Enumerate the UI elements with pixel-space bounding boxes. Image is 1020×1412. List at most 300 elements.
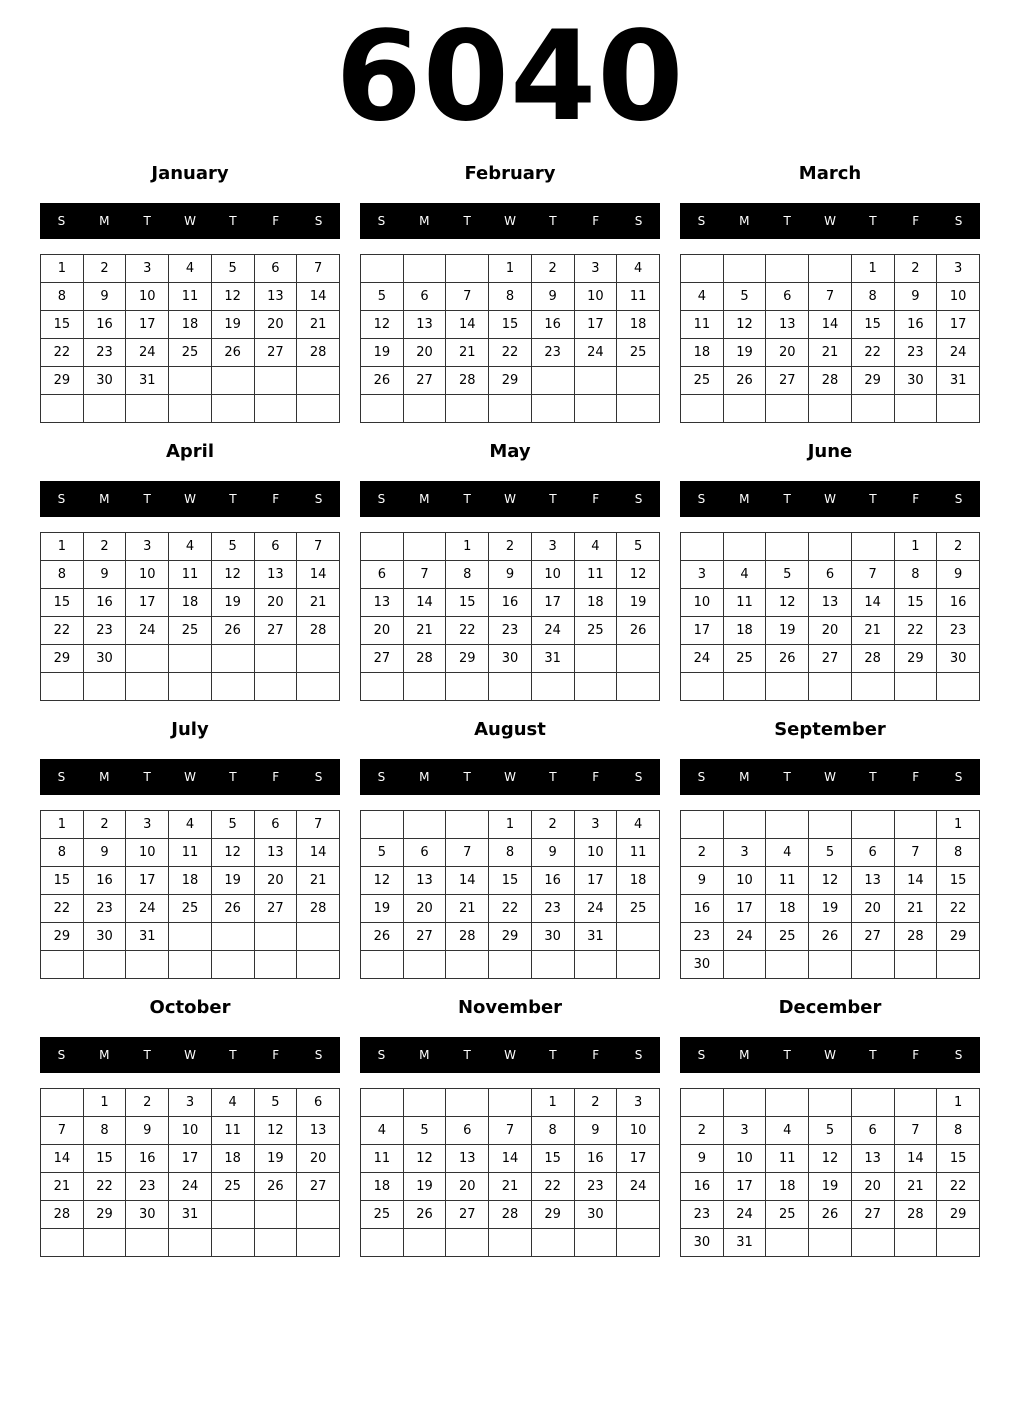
day-cell bbox=[723, 1089, 766, 1117]
day-cell: 21 bbox=[489, 1173, 532, 1201]
day-cell: 22 bbox=[937, 895, 980, 923]
day-cell bbox=[169, 1229, 212, 1257]
day-cell: 8 bbox=[894, 561, 937, 589]
day-cell: 21 bbox=[446, 895, 489, 923]
week-row bbox=[681, 923, 980, 951]
day-cell: 28 bbox=[297, 339, 340, 367]
weekday-label: F bbox=[272, 492, 280, 506]
day-cell: 6 bbox=[254, 255, 297, 283]
day-cell: 21 bbox=[851, 617, 894, 645]
day-cell: 12 bbox=[361, 867, 404, 895]
weekday-header bbox=[360, 759, 660, 795]
day-cell: 29 bbox=[41, 923, 84, 951]
weekday-label: M bbox=[419, 214, 430, 228]
week-row bbox=[681, 617, 980, 645]
day-cell: 7 bbox=[297, 811, 340, 839]
day-cell: 12 bbox=[254, 1117, 297, 1145]
day-cell: 30 bbox=[83, 645, 126, 673]
week-row bbox=[41, 283, 340, 311]
month-name: November bbox=[457, 997, 563, 1018]
day-cell: 23 bbox=[126, 1173, 169, 1201]
day-cell: 4 bbox=[169, 255, 212, 283]
day-cell: 19 bbox=[809, 1173, 852, 1201]
day-cell: 5 bbox=[617, 533, 660, 561]
day-cell: 3 bbox=[574, 255, 617, 283]
day-cell bbox=[894, 395, 937, 423]
week-row bbox=[41, 867, 340, 895]
day-cell bbox=[41, 951, 84, 979]
day-cell bbox=[766, 533, 809, 561]
week-row bbox=[361, 1201, 660, 1229]
day-cell: 25 bbox=[169, 339, 212, 367]
week-row bbox=[41, 673, 340, 701]
weekday-label: M bbox=[99, 492, 110, 506]
day-cell: 19 bbox=[617, 589, 660, 617]
day-cell: 13 bbox=[403, 311, 446, 339]
day-grid bbox=[40, 532, 340, 701]
week-row bbox=[681, 1173, 980, 1201]
day-cell: 6 bbox=[254, 533, 297, 561]
day-cell: 4 bbox=[574, 533, 617, 561]
day-cell: 16 bbox=[681, 895, 724, 923]
weekday-label: W bbox=[504, 1048, 516, 1062]
day-cell: 9 bbox=[937, 561, 980, 589]
weekday-label: T bbox=[229, 1048, 237, 1062]
day-cell: 11 bbox=[169, 283, 212, 311]
day-cell: 5 bbox=[403, 1117, 446, 1145]
weekday-label: S bbox=[697, 770, 706, 784]
weekday-label: W bbox=[184, 1048, 196, 1062]
day-cell: 7 bbox=[489, 1117, 532, 1145]
week-row bbox=[681, 1117, 980, 1145]
day-cell: 30 bbox=[681, 1229, 724, 1257]
day-grid bbox=[680, 532, 980, 701]
day-cell: 30 bbox=[489, 645, 532, 673]
day-cell: 25 bbox=[723, 645, 766, 673]
day-cell bbox=[617, 673, 660, 701]
weekday-label: S bbox=[697, 1048, 706, 1062]
day-cell: 2 bbox=[574, 1089, 617, 1117]
day-cell: 10 bbox=[723, 867, 766, 895]
weekday-label: F bbox=[592, 770, 600, 784]
day-cell: 23 bbox=[83, 339, 126, 367]
day-cell: 25 bbox=[169, 895, 212, 923]
weekday-label: T bbox=[549, 770, 557, 784]
day-cell: 25 bbox=[681, 367, 724, 395]
day-cell: 20 bbox=[361, 617, 404, 645]
month-name: July bbox=[171, 719, 209, 740]
day-cell: 4 bbox=[766, 839, 809, 867]
day-cell: 12 bbox=[211, 839, 254, 867]
day-cell: 12 bbox=[403, 1145, 446, 1173]
week-row bbox=[41, 561, 340, 589]
day-cell: 28 bbox=[446, 923, 489, 951]
weekday-label: T bbox=[783, 492, 791, 506]
day-cell: 29 bbox=[937, 923, 980, 951]
day-cell bbox=[297, 1229, 340, 1257]
day-cell: 19 bbox=[809, 895, 852, 923]
weekday-label: T bbox=[549, 492, 557, 506]
day-cell: 8 bbox=[937, 839, 980, 867]
weekday-label: W bbox=[824, 770, 836, 784]
day-cell: 9 bbox=[83, 561, 126, 589]
day-cell: 6 bbox=[446, 1117, 489, 1145]
day-cell: 6 bbox=[297, 1089, 340, 1117]
day-cell bbox=[211, 1201, 254, 1229]
day-cell: 11 bbox=[681, 311, 724, 339]
day-cell: 10 bbox=[169, 1117, 212, 1145]
day-cell bbox=[446, 1089, 489, 1117]
day-grid bbox=[40, 254, 340, 423]
day-cell bbox=[254, 923, 297, 951]
week-row bbox=[41, 1201, 340, 1229]
day-cell: 22 bbox=[489, 895, 532, 923]
day-cell bbox=[126, 951, 169, 979]
day-cell: 3 bbox=[126, 255, 169, 283]
day-cell: 22 bbox=[489, 339, 532, 367]
week-row bbox=[681, 839, 980, 867]
weekday-label: W bbox=[504, 770, 516, 784]
day-grid bbox=[40, 1088, 340, 1257]
day-cell bbox=[361, 811, 404, 839]
week-row bbox=[681, 255, 980, 283]
day-cell: 23 bbox=[83, 617, 126, 645]
day-cell bbox=[681, 673, 724, 701]
day-cell: 23 bbox=[531, 895, 574, 923]
day-cell: 2 bbox=[126, 1089, 169, 1117]
day-cell: 12 bbox=[617, 561, 660, 589]
day-cell: 16 bbox=[531, 867, 574, 895]
day-cell: 22 bbox=[41, 617, 84, 645]
day-cell: 1 bbox=[83, 1089, 126, 1117]
day-cell: 6 bbox=[766, 283, 809, 311]
day-cell bbox=[531, 1229, 574, 1257]
day-cell: 18 bbox=[211, 1145, 254, 1173]
week-row bbox=[681, 867, 980, 895]
weekday-label: S bbox=[954, 770, 963, 784]
week-row bbox=[41, 533, 340, 561]
day-cell bbox=[361, 395, 404, 423]
day-cell bbox=[361, 673, 404, 701]
week-row bbox=[41, 645, 340, 673]
month-name: October bbox=[149, 997, 231, 1018]
weekday-label: S bbox=[314, 1048, 323, 1062]
day-cell: 8 bbox=[41, 839, 84, 867]
day-cell: 7 bbox=[446, 283, 489, 311]
day-cell: 22 bbox=[83, 1173, 126, 1201]
day-cell bbox=[83, 1229, 126, 1257]
week-row bbox=[41, 1089, 340, 1117]
weekday-label: T bbox=[549, 214, 557, 228]
day-cell: 1 bbox=[531, 1089, 574, 1117]
day-cell: 3 bbox=[574, 811, 617, 839]
weekday-label: M bbox=[99, 214, 110, 228]
day-cell bbox=[617, 1201, 660, 1229]
weekday-label: F bbox=[272, 1048, 280, 1062]
day-cell bbox=[83, 951, 126, 979]
weekday-header bbox=[680, 759, 980, 795]
day-cell: 27 bbox=[254, 895, 297, 923]
weekday-label: F bbox=[272, 770, 280, 784]
day-cell: 1 bbox=[489, 255, 532, 283]
weekday-label: W bbox=[184, 214, 196, 228]
day-cell: 20 bbox=[851, 895, 894, 923]
day-cell: 20 bbox=[254, 311, 297, 339]
weekday-label: T bbox=[143, 214, 151, 228]
day-cell: 21 bbox=[403, 617, 446, 645]
day-cell: 17 bbox=[531, 589, 574, 617]
weekday-label: T bbox=[549, 1048, 557, 1062]
day-cell: 21 bbox=[894, 1173, 937, 1201]
week-row bbox=[681, 673, 980, 701]
day-cell bbox=[574, 645, 617, 673]
day-cell: 6 bbox=[403, 283, 446, 311]
weekday-header bbox=[40, 1037, 340, 1073]
day-cell bbox=[446, 951, 489, 979]
week-row bbox=[361, 867, 660, 895]
day-cell bbox=[574, 367, 617, 395]
day-cell: 26 bbox=[809, 923, 852, 951]
day-cell bbox=[297, 673, 340, 701]
day-cell: 24 bbox=[937, 339, 980, 367]
day-cell: 3 bbox=[617, 1089, 660, 1117]
week-row bbox=[41, 811, 340, 839]
day-cell: 4 bbox=[681, 283, 724, 311]
week-row bbox=[41, 923, 340, 951]
week-row bbox=[681, 895, 980, 923]
day-cell bbox=[809, 1229, 852, 1257]
day-cell bbox=[403, 811, 446, 839]
day-cell bbox=[297, 645, 340, 673]
week-row bbox=[681, 311, 980, 339]
day-cell: 12 bbox=[211, 561, 254, 589]
weekday-label: M bbox=[739, 214, 750, 228]
day-cell: 19 bbox=[211, 867, 254, 895]
day-grid bbox=[680, 254, 980, 423]
day-cell: 20 bbox=[851, 1173, 894, 1201]
day-cell bbox=[403, 533, 446, 561]
week-row bbox=[681, 283, 980, 311]
day-cell bbox=[489, 951, 532, 979]
day-cell bbox=[723, 673, 766, 701]
day-cell: 9 bbox=[531, 839, 574, 867]
day-cell: 8 bbox=[937, 1117, 980, 1145]
day-cell: 30 bbox=[126, 1201, 169, 1229]
day-cell: 8 bbox=[531, 1117, 574, 1145]
day-cell: 21 bbox=[809, 339, 852, 367]
day-cell: 4 bbox=[361, 1117, 404, 1145]
day-cell: 23 bbox=[937, 617, 980, 645]
day-cell bbox=[617, 395, 660, 423]
day-cell: 27 bbox=[297, 1173, 340, 1201]
day-cell: 29 bbox=[937, 1201, 980, 1229]
day-cell: 20 bbox=[254, 867, 297, 895]
day-cell: 22 bbox=[41, 895, 84, 923]
day-cell: 26 bbox=[211, 617, 254, 645]
week-row bbox=[361, 367, 660, 395]
week-row bbox=[41, 895, 340, 923]
day-cell bbox=[169, 367, 212, 395]
day-cell: 30 bbox=[574, 1201, 617, 1229]
weekday-label: T bbox=[783, 214, 791, 228]
day-cell: 9 bbox=[83, 839, 126, 867]
week-row bbox=[361, 923, 660, 951]
week-row bbox=[41, 255, 340, 283]
weekday-label: S bbox=[314, 214, 323, 228]
day-cell: 9 bbox=[574, 1117, 617, 1145]
day-cell: 7 bbox=[894, 839, 937, 867]
weekday-label: T bbox=[143, 1048, 151, 1062]
day-cell: 10 bbox=[574, 839, 617, 867]
month-name: April bbox=[165, 441, 215, 462]
weekday-label: S bbox=[57, 492, 66, 506]
day-cell bbox=[617, 1229, 660, 1257]
day-cell bbox=[723, 395, 766, 423]
day-cell: 9 bbox=[489, 561, 532, 589]
weekday-header bbox=[680, 203, 980, 239]
day-cell: 25 bbox=[211, 1173, 254, 1201]
day-cell: 17 bbox=[126, 589, 169, 617]
day-cell: 9 bbox=[681, 1145, 724, 1173]
day-cell: 28 bbox=[894, 1201, 937, 1229]
day-cell: 5 bbox=[211, 811, 254, 839]
day-cell bbox=[766, 395, 809, 423]
day-cell: 2 bbox=[681, 839, 724, 867]
day-cell: 21 bbox=[446, 339, 489, 367]
day-cell: 18 bbox=[169, 867, 212, 895]
weekday-label: S bbox=[634, 492, 643, 506]
day-cell: 3 bbox=[126, 811, 169, 839]
day-cell: 27 bbox=[254, 339, 297, 367]
week-row bbox=[361, 589, 660, 617]
day-cell bbox=[723, 533, 766, 561]
day-cell: 9 bbox=[531, 283, 574, 311]
day-cell: 5 bbox=[211, 255, 254, 283]
day-cell bbox=[297, 951, 340, 979]
day-cell bbox=[403, 1229, 446, 1257]
week-row bbox=[361, 1173, 660, 1201]
week-row bbox=[681, 1201, 980, 1229]
day-cell: 8 bbox=[489, 283, 532, 311]
day-cell bbox=[403, 951, 446, 979]
day-cell: 15 bbox=[531, 1145, 574, 1173]
week-row bbox=[361, 617, 660, 645]
day-cell: 12 bbox=[723, 311, 766, 339]
day-cell bbox=[531, 673, 574, 701]
weekday-label: W bbox=[184, 770, 196, 784]
day-cell: 11 bbox=[169, 561, 212, 589]
day-cell: 23 bbox=[489, 617, 532, 645]
day-cell: 1 bbox=[851, 255, 894, 283]
weekday-label: F bbox=[592, 492, 600, 506]
day-cell bbox=[894, 1229, 937, 1257]
day-cell: 15 bbox=[894, 589, 937, 617]
weekday-label: T bbox=[783, 770, 791, 784]
week-row bbox=[361, 811, 660, 839]
day-cell bbox=[681, 1089, 724, 1117]
day-cell: 14 bbox=[489, 1145, 532, 1173]
day-cell: 26 bbox=[361, 923, 404, 951]
day-cell: 17 bbox=[574, 311, 617, 339]
day-cell: 28 bbox=[894, 923, 937, 951]
weekday-label: S bbox=[314, 770, 323, 784]
day-cell: 12 bbox=[211, 283, 254, 311]
day-cell bbox=[254, 395, 297, 423]
day-cell bbox=[254, 645, 297, 673]
day-cell: 5 bbox=[809, 1117, 852, 1145]
day-cell: 25 bbox=[617, 895, 660, 923]
day-cell bbox=[361, 951, 404, 979]
weekday-label: M bbox=[99, 770, 110, 784]
day-cell: 23 bbox=[894, 339, 937, 367]
week-row bbox=[361, 1229, 660, 1257]
day-cell bbox=[254, 367, 297, 395]
day-cell: 7 bbox=[297, 533, 340, 561]
day-cell: 23 bbox=[531, 339, 574, 367]
day-cell: 19 bbox=[254, 1145, 297, 1173]
day-cell bbox=[489, 395, 532, 423]
week-row bbox=[681, 1089, 980, 1117]
day-cell bbox=[894, 673, 937, 701]
weekday-label: F bbox=[272, 214, 280, 228]
day-cell: 14 bbox=[403, 589, 446, 617]
day-cell: 25 bbox=[361, 1201, 404, 1229]
day-cell: 29 bbox=[531, 1201, 574, 1229]
day-cell bbox=[766, 255, 809, 283]
weekday-label: S bbox=[57, 1048, 66, 1062]
week-row bbox=[681, 367, 980, 395]
day-cell: 24 bbox=[617, 1173, 660, 1201]
day-cell: 29 bbox=[446, 645, 489, 673]
day-cell: 28 bbox=[297, 617, 340, 645]
weekday-label: F bbox=[592, 214, 600, 228]
day-cell bbox=[851, 673, 894, 701]
weekday-label: M bbox=[419, 770, 430, 784]
day-cell: 13 bbox=[254, 839, 297, 867]
day-cell: 8 bbox=[41, 561, 84, 589]
day-cell bbox=[361, 533, 404, 561]
day-cell: 31 bbox=[723, 1229, 766, 1257]
day-cell: 13 bbox=[766, 311, 809, 339]
day-cell: 21 bbox=[41, 1173, 84, 1201]
day-cell bbox=[681, 255, 724, 283]
day-cell bbox=[41, 1089, 84, 1117]
day-cell: 31 bbox=[531, 645, 574, 673]
day-cell: 17 bbox=[681, 617, 724, 645]
day-cell: 10 bbox=[126, 839, 169, 867]
day-cell: 2 bbox=[83, 533, 126, 561]
day-cell: 23 bbox=[574, 1173, 617, 1201]
day-cell: 18 bbox=[169, 311, 212, 339]
day-cell: 17 bbox=[723, 1173, 766, 1201]
weekday-label: S bbox=[634, 770, 643, 784]
day-cell bbox=[254, 1201, 297, 1229]
day-cell: 1 bbox=[937, 811, 980, 839]
weekday-header bbox=[360, 1037, 660, 1073]
day-cell: 26 bbox=[211, 339, 254, 367]
day-cell: 23 bbox=[681, 923, 724, 951]
day-cell: 2 bbox=[489, 533, 532, 561]
day-cell: 14 bbox=[894, 1145, 937, 1173]
day-cell: 6 bbox=[361, 561, 404, 589]
week-row bbox=[41, 311, 340, 339]
day-cell: 11 bbox=[723, 589, 766, 617]
day-grid bbox=[360, 254, 660, 423]
day-cell: 5 bbox=[361, 283, 404, 311]
day-cell: 20 bbox=[403, 895, 446, 923]
weekday-label: T bbox=[143, 492, 151, 506]
day-grid bbox=[680, 810, 980, 979]
